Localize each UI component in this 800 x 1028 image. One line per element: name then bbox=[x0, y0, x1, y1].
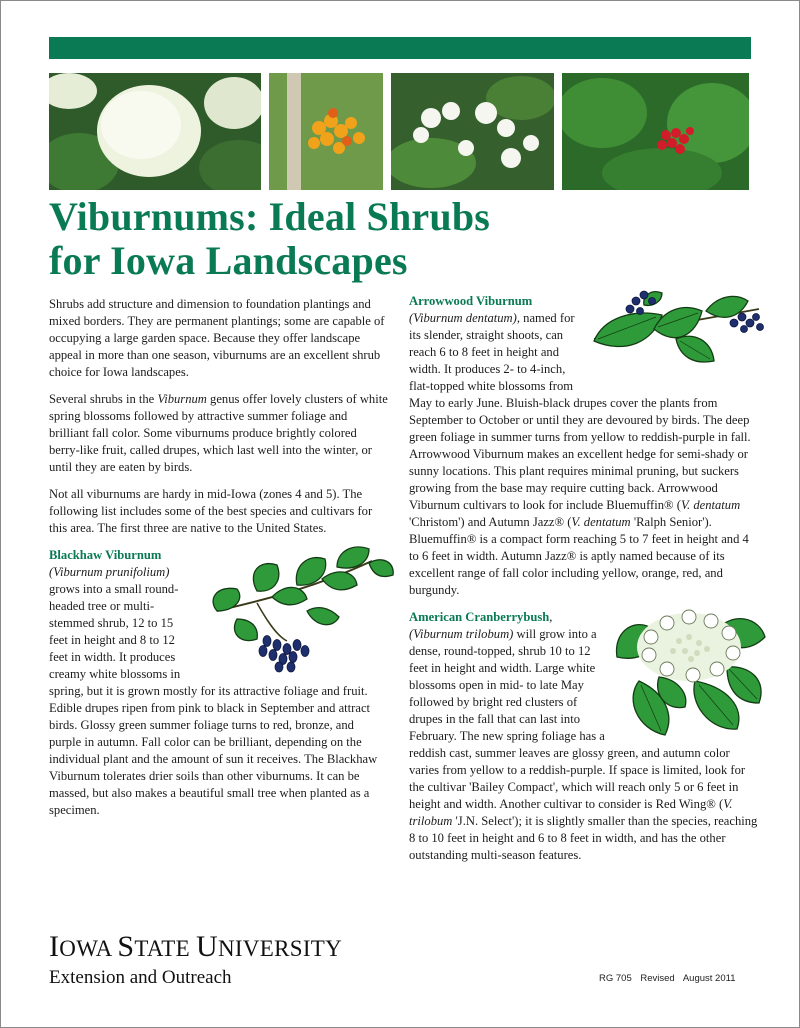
cranberry-name: American Cranberrybush bbox=[409, 610, 550, 624]
arrowwood-leaf-illustration bbox=[584, 289, 769, 387]
cranberry-section: American Cranberrybush, (Viburnum trilobum) will grow into a dense, round-topped, shrub 10 to 12 feet in height and width. Large white blossoms open in mid- to late May followed by bright red clusters of drupes in the fall that can last into February. The new spring foliage has a reddish cast, summer leaves are glossy green, and autumn color varies from yellow to a reddish-purple. If space is limited, look for the cultivar 'Bailey Compact', which will reach only 5 or 6 feet in height and width. Another cultivar to consider is Red Wing® (V. trilobum 'J.N. Select'); it is slightly smaller than the species, reaching 8 to 10 feet in height and 6 to 8 feet in width, and has the other outstanding multi-season features. bbox=[409, 609, 761, 864]
cranberry-text-1: will grow into a dense, round-topped, shrub 10 to 12 feet in height and width. Large white blossoms open in mid- to late May followed by bright red clusters of drupes in the fall that can last into February. The new spring foliage has a reddish cast, summer leaves are glossy green, and autumn color varies from yellow to a reddish-purple. If space is limited, look for the cultivar 'Bailey Compact', which will reach only 5 or 6 feet in height and width. Another cultivar to consider is Red Wing® ( bbox=[409, 627, 746, 811]
arrowwood-text-1: , named for its slender, straight shoots, can reach 6 to 8 feet in height and width. It produces 2- to 4-inch, flat-topped white blossoms from May to early June. Bluish-black drupes cover the plants from September to October or until they are devoured by birds. The deep green foliage in summer turns from yellow to reddish-purple in fall. Arrowwood Viburnum makes an excellent hedge for semi-shady or sunny locations. This plant requires minimal pruning, but suckers growing from the base may require cutting back. Arrowwood Viburnum cultivars to look for include Bluemuffin® ( bbox=[409, 311, 751, 512]
cranberry-latin: (Viburnum trilobum) bbox=[409, 627, 514, 641]
publication-code: RG 705 Revised August 2011 bbox=[599, 973, 736, 984]
header-green-bar bbox=[49, 37, 751, 59]
left-column bbox=[49, 296, 389, 829]
blackhaw-section bbox=[49, 547, 389, 819]
photo-white-lacecap-flowers bbox=[391, 73, 554, 190]
cranberry-text-2: 'J.N. Select'); it is slightly smaller than the species, reaching 8 to 10 feet in height and 6 to 8 feet in width, and has the other outstanding multi-season features. bbox=[409, 814, 758, 862]
photo-red-berries-maple-leaves bbox=[562, 73, 749, 190]
right-column bbox=[409, 293, 761, 874]
blackhaw-latin: (Viburnum prunifolium) bbox=[49, 565, 170, 579]
intro-paragraph: Shrubs add structure and dimension to foundation plantings and mixed borders. They are permanent plantings; some are capable of occupying a large garden space. Because they offer landscape appeal in more than one season, viburnums are an excellent shrub choice for Iowa landscapes. bbox=[49, 297, 385, 379]
blackhaw-name: Blackhaw Viburnum bbox=[49, 548, 162, 562]
hardiness-paragraph: Not all viburnums are hardy in mid-Iowa (zones 4 and 5). The following list includes some of the best species and cultivars for this area. The first three are native to the United States. bbox=[49, 487, 373, 535]
arrowwood-text-3: 'Ralph Senior'). Bluemuffin® is a compact form reaching 5 to 7 feet in height and 4 to 6 feet in width. Autumn Jazz® is aptly named because of its excellent range of fall color including yellow, orange, red, and burgundy. bbox=[409, 515, 749, 597]
title-line-1: Viburnums: Ideal Shrubs bbox=[49, 194, 491, 239]
genus-paragraph: Several shrubs in the Viburnum genus offer lovely clusters of white spring blossoms followed by attractive summer foliage and brilliant fall color. Some viburnums produce brightly colored berry-like fruit, called drupes, which last well into the winter, or until they are eaten by birds. bbox=[49, 392, 388, 474]
title-line-2: for Iowa Landscapes bbox=[49, 238, 408, 283]
isu-name: IOWA STATE UNIVERSITY bbox=[49, 930, 343, 963]
isu-extension-subtitle: Extension and Outreach bbox=[49, 967, 232, 988]
arrowwood-section: Arrowwood Viburnum (Viburnum dentatum), named for its slender, straight shoots, can reach 6 to 8 feet in height and width. It produces 2- to 4-inch, flat-topped white blossoms from May to early June. Bluish-black drupes cover the plants from September to October or until they are devoured by birds. The deep green foliage in summer turns from yellow to reddish-purple in fall. Arrowwood Viburnum makes an excellent hedge for semi-shady or sunny locations. This plant requires minimal pruning, but suckers growing from the base may require cutting back. Arrowwood Viburnum cultivars to look for include Bluemuffin® (V. dentatum 'Christom') and Autumn Jazz® (V. dentatum 'Ralph Senior'). Bluemuffin® is a compact form reaching 5 to 7 feet in height and 4 to 6 feet in width. Autumn Jazz® is aptly named because of its excellent range of fall color including yellow, orange, red, and burgundy. bbox=[409, 293, 761, 599]
document-title bbox=[49, 195, 749, 283]
arrowwood-name: Arrowwood Viburnum bbox=[409, 294, 533, 308]
blackhaw-leaf-illustration bbox=[197, 541, 397, 673]
photo-orange-berries bbox=[269, 73, 383, 190]
arrowwood-latin: (Viburnum dentatum) bbox=[409, 311, 517, 325]
photo-white-hydrangea-viburnum bbox=[49, 73, 261, 190]
blackhaw-text: grows into a small round-headed tree or multi-stemmed shrub, 12 to 15 feet in height and 8 to 12 feet in width. It produces creamy white blossoms in spring, but it is grown mostly for its attractive foliage and fruit. Edible drupes ripen from pink to black in September and attract birds. Glossy green summer foliage turns to red, bronze, and purple in autumn. Fall color can be brilliant, depending on the individual plant and the amount of sun it receives. The Blackhaw Viburnum tolerates drier soils than other viburnums. It can be massed, but also makes a beautiful small tree when planted as a specimen. bbox=[49, 582, 378, 817]
cranberry-flower-illustration bbox=[609, 607, 769, 745]
isu-wordmark bbox=[49, 931, 342, 989]
